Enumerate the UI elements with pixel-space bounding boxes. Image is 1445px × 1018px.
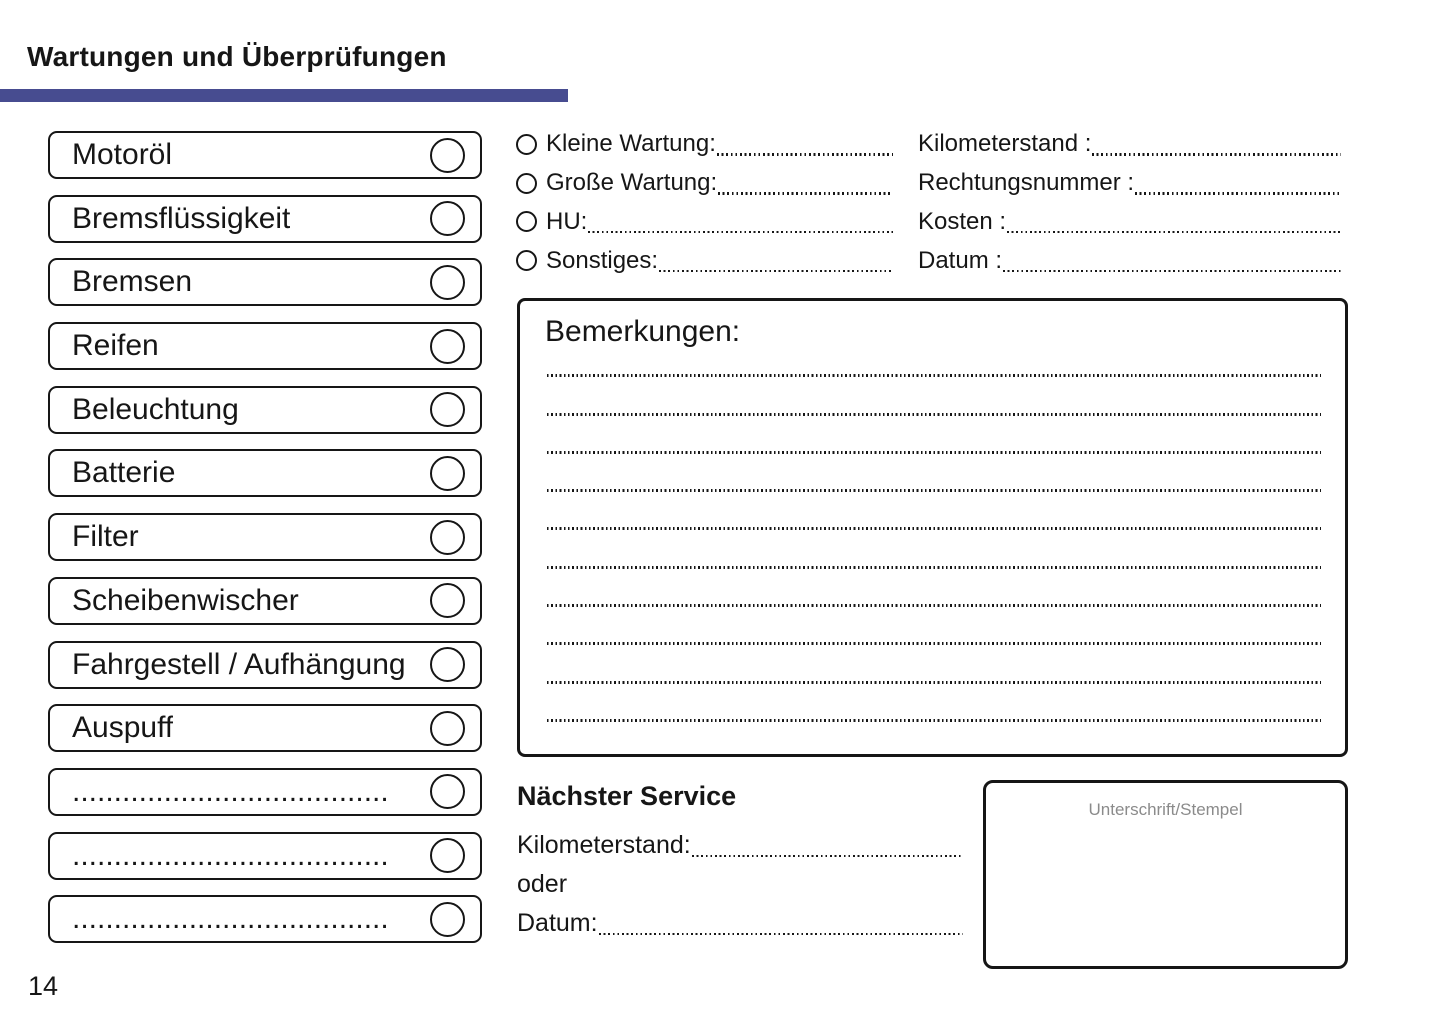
check-circle xyxy=(430,711,465,746)
radio-circle xyxy=(516,173,537,194)
checklist-item xyxy=(48,641,482,689)
inspection-checklist xyxy=(48,131,482,943)
checklist-item-label: ...................................... xyxy=(72,774,389,808)
checklist-item xyxy=(48,322,482,370)
check-circle xyxy=(430,329,465,364)
remark-line xyxy=(547,645,1321,683)
checklist-item-label: Batterie xyxy=(72,456,176,490)
checklist-item-label: ...................................... xyxy=(72,838,389,872)
service-type-label: Sonstiges: xyxy=(546,246,659,274)
checklist-item-label: Auspuff xyxy=(72,711,174,745)
remark-line xyxy=(547,339,1321,377)
checklist-item xyxy=(48,449,482,497)
service-record-label: Rechtungsnummer : xyxy=(918,169,1135,197)
check-circle xyxy=(430,774,465,809)
remark-line xyxy=(547,416,1321,454)
checklist-item-label: Fahrgestell / Aufhängung xyxy=(72,647,406,681)
signature-stamp-box xyxy=(983,780,1348,969)
dotted-leader xyxy=(587,203,894,242)
checklist-item-label: Motoröl xyxy=(72,138,173,171)
remark-line xyxy=(547,454,1321,492)
service-record-row xyxy=(918,125,1342,164)
checklist-item xyxy=(48,768,482,816)
check-circle xyxy=(430,265,465,300)
dotted-leader xyxy=(717,164,894,203)
next-service-title: Nächster Service xyxy=(517,781,737,811)
next-service-label: Datum: xyxy=(517,909,598,937)
service-type-options xyxy=(516,125,894,280)
checklist-item xyxy=(48,832,482,880)
dotted-leader xyxy=(1006,203,1342,242)
remark-line xyxy=(547,492,1321,530)
check-circle xyxy=(430,902,465,937)
dotted-leader xyxy=(691,826,964,865)
check-circle xyxy=(430,583,465,618)
next-service-rows xyxy=(517,826,964,943)
check-circle xyxy=(430,138,465,173)
page-title: Wartungen und Überprüfungen xyxy=(27,41,447,72)
checklist-item xyxy=(48,195,482,243)
checklist-item-label: Bremsflüssigkeit xyxy=(72,201,291,235)
check-circle xyxy=(430,838,465,873)
dotted-leader xyxy=(1002,241,1342,280)
next-service-label: Kilometerstand: xyxy=(517,831,691,859)
service-record-label: Kosten : xyxy=(918,207,1007,235)
checklist-item xyxy=(48,513,482,561)
page-number: 14 xyxy=(28,971,59,1001)
next-service-section xyxy=(517,781,964,943)
service-type-row xyxy=(516,125,894,164)
service-type-label: Große Wartung: xyxy=(546,169,718,197)
signature-stamp-label: Unterschrift/Stempel xyxy=(1088,800,1243,819)
next-service-label: oder xyxy=(517,870,568,898)
remark-line xyxy=(547,607,1321,645)
remarks-box xyxy=(517,298,1348,757)
dotted-leader xyxy=(658,241,894,280)
checklist-item-label: ...................................... xyxy=(72,902,389,936)
checklist-item xyxy=(48,895,482,943)
remarks-write-lines xyxy=(547,339,1321,722)
check-circle xyxy=(430,456,465,491)
dotted-leader xyxy=(716,125,894,164)
remark-line xyxy=(547,377,1321,415)
service-record-row xyxy=(918,164,1342,203)
check-circle xyxy=(430,647,465,682)
checklist-item-label: Filter xyxy=(72,520,139,554)
checklist-item-label: Beleuchtung xyxy=(72,392,239,426)
remark-line xyxy=(547,684,1321,722)
dotted-leader xyxy=(1091,125,1342,164)
check-circle xyxy=(430,392,465,427)
checklist-item-label: Reifen xyxy=(72,329,159,363)
remark-line xyxy=(547,569,1321,607)
next-service-row xyxy=(517,865,964,904)
radio-circle xyxy=(516,250,537,271)
title-accent-bar xyxy=(0,89,568,102)
service-type-row xyxy=(516,203,894,242)
next-service-row xyxy=(517,904,964,943)
service-record-label: Datum : xyxy=(918,246,1003,274)
check-circle xyxy=(430,201,465,236)
checklist-item xyxy=(48,386,482,434)
remarks-title: Bemerkungen: xyxy=(545,315,741,348)
radio-circle xyxy=(516,134,537,155)
remark-line xyxy=(547,530,1321,568)
checklist-item xyxy=(48,258,482,306)
checklist-item xyxy=(48,704,482,752)
radio-circle xyxy=(516,211,537,232)
next-service-row xyxy=(517,826,964,865)
service-type-label: Kleine Wartung: xyxy=(546,130,716,158)
service-record-label: Kilometerstand : xyxy=(918,130,1092,158)
checklist-item-label: Scheibenwischer xyxy=(72,583,299,617)
dotted-leader xyxy=(598,904,964,943)
checklist-item-label: Bremsen xyxy=(72,265,193,299)
dotted-leader xyxy=(1134,164,1342,203)
service-type-row xyxy=(516,164,894,203)
service-type-row xyxy=(516,241,894,280)
service-type-label: HU: xyxy=(546,207,588,235)
checklist-item xyxy=(48,131,482,179)
checklist-item xyxy=(48,577,482,625)
service-record-row xyxy=(918,203,1342,242)
service-record-row xyxy=(918,241,1342,280)
check-circle xyxy=(430,520,465,555)
service-record-fields xyxy=(918,125,1342,280)
